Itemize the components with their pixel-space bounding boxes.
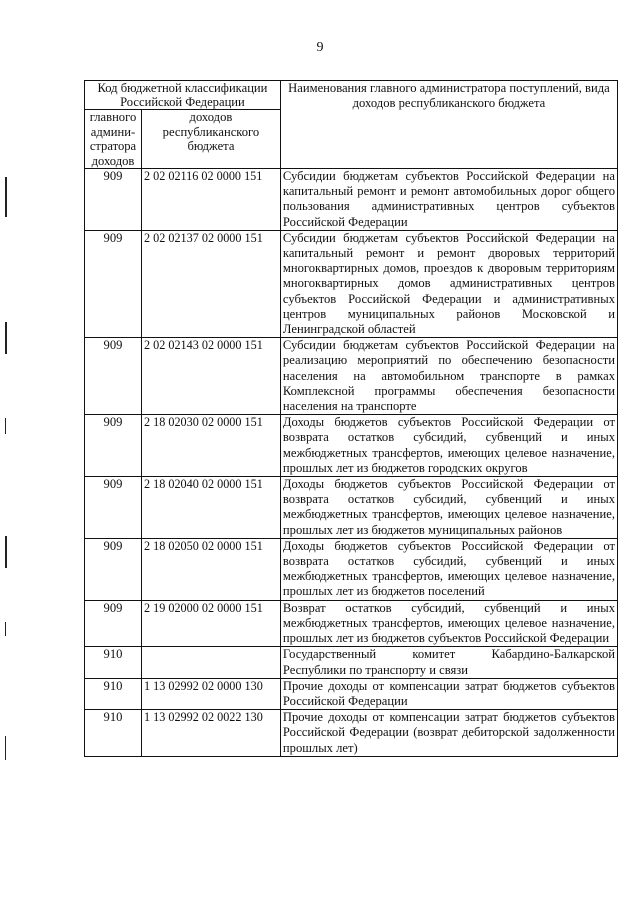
margin-mark: [5, 736, 6, 760]
admin-code: 909: [85, 338, 142, 415]
admin-code: 910: [85, 710, 142, 757]
admin-code: 909: [85, 415, 142, 477]
revenue-code: 2 18 02040 02 0000 151: [141, 477, 280, 539]
revenue-name: Субсидии бюджетам субъектов Российской Федерации на капитальный ремонт и ремонт дворовых территорий многоквартирных домов, проездов к дворовым территориям многоквартирных домов административных центров субъектов Российской Федерации и административных центров муниципальных районов Московской и Ленинградской областей: [280, 230, 617, 337]
header-admin-column: главного админи-стратора доходов: [85, 110, 142, 169]
admin-code: 909: [85, 169, 142, 231]
budget-classification-table: [84, 80, 618, 757]
header-revenue-column: доходов республиканского бюджета: [141, 110, 280, 169]
header-name-column: Наименования главного администратора поступлений, вида доходов республиканского бюджета: [280, 81, 617, 169]
revenue-name: Субсидии бюджетам субъектов Российской Федерации на реализацию мероприятий по обеспечению безопасности населения на автомобильном транспорте в рамках Комплексной программы обеспечения безопасности населения на транспорте: [280, 338, 617, 415]
table-row: [85, 415, 618, 477]
revenue-name: Доходы бюджетов субъектов Российской Федерации от возврата остатков субсидий, субвенций и иных межбюджетных трансфертов, имеющих целевое назначение, прошлых лет из бюджетов муниципальных районов: [280, 477, 617, 539]
revenue-code: 2 02 02137 02 0000 151: [141, 230, 280, 337]
revenue-name: Прочие доходы от компенсации затрат бюджетов субъектов Российской Федерации (возврат дебиторской задолженности прошлых лет): [280, 710, 617, 757]
revenue-code: 2 19 02000 02 0000 151: [141, 600, 280, 647]
revenue-code: 1 13 02992 02 0022 130: [141, 710, 280, 757]
admin-code: 910: [85, 678, 142, 709]
revenue-code: 2 02 02143 02 0000 151: [141, 338, 280, 415]
table-row: [85, 230, 618, 337]
table-row: [85, 169, 618, 231]
margin-mark: [5, 536, 7, 568]
header-code-group: Код бюджетной классификации Российской Федерации: [85, 81, 281, 110]
revenue-code: 2 18 02030 02 0000 151: [141, 415, 280, 477]
revenue-name: Возврат остатков субсидий, субвенций и иных межбюджетных трансфертов, имеющих целевое назначение, прошлых лет из бюджетов субъектов Российской Федерации: [280, 600, 617, 647]
margin-mark: [5, 322, 7, 354]
page-number: 9: [316, 40, 324, 55]
margin-mark: [5, 622, 6, 636]
margin-mark: [5, 418, 6, 434]
revenue-name: Доходы бюджетов субъектов Российской Федерации от возврата остатков субсидий, субвенций и иных межбюджетных трансфертов, имеющих целевое назначение, прошлых лет из бюджетов поселений: [280, 538, 617, 600]
revenue-code: 1 13 02992 02 0000 130: [141, 678, 280, 709]
revenue-name: Государственный комитет Кабардино-Балкарской Республики по транспорту и связи: [280, 647, 617, 678]
table-row: [85, 338, 618, 415]
table-row: [85, 647, 618, 678]
admin-code: 910: [85, 647, 142, 678]
revenue-name: Доходы бюджетов субъектов Российской Федерации от возврата остатков субсидий, субвенций и иных межбюджетных трансфертов, имеющих целевое назначение, прошлых лет из бюджетов городских округов: [280, 415, 617, 477]
admin-code: 909: [85, 230, 142, 337]
revenue-name: Прочие доходы от компенсации затрат бюджетов субъектов Российской Федерации: [280, 678, 617, 709]
table-row: [85, 678, 618, 709]
admin-code: 909: [85, 600, 142, 647]
table-row: [85, 477, 618, 539]
revenue-code: 2 18 02050 02 0000 151: [141, 538, 280, 600]
margin-mark: [5, 177, 7, 217]
admin-code: 909: [85, 477, 142, 539]
revenue-name: Субсидии бюджетам субъектов Российской Федерации на капитальный ремонт и ремонт автомобильных дорог общего пользования административных центров субъектов Российской Федерации: [280, 169, 617, 231]
table-row: [85, 538, 618, 600]
revenue-code: [141, 647, 280, 678]
table-row: [85, 710, 618, 757]
admin-code: 909: [85, 538, 142, 600]
table-row: [85, 600, 618, 647]
revenue-code: 2 02 02116 02 0000 151: [141, 169, 280, 231]
